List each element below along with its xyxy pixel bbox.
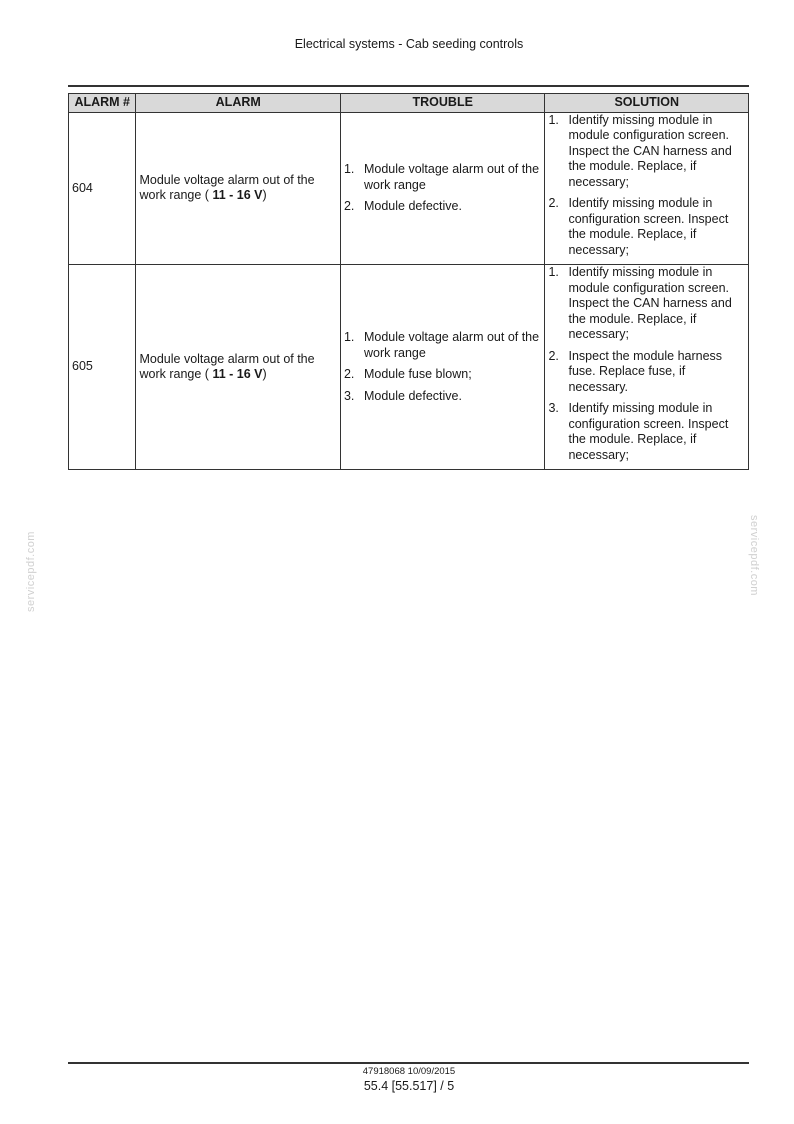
alarm-number-cell [69, 112, 136, 265]
item-text: Module voltage alarm out of the work range [363, 162, 540, 192]
list-item [548, 265, 745, 343]
item-text: Inspect the module harness fuse. Replace fuse, if necessary. [568, 348, 723, 394]
solution-cell [545, 265, 749, 470]
alarm-number: 605 [72, 359, 93, 374]
list-item [344, 367, 542, 383]
trouble-cell [340, 112, 545, 265]
solution-cell [545, 112, 749, 265]
trouble-list [344, 162, 542, 215]
watermark-left: servicepdf.com [25, 531, 37, 612]
watermark-right: servicepdf.com [748, 515, 760, 596]
trouble-cell [340, 265, 545, 470]
alarm-description: Module voltage alarm out of the work range ( [139, 172, 315, 203]
item-number: 2. [548, 196, 559, 210]
column-header-solution: SOLUTION [545, 94, 749, 113]
solution-list [548, 265, 745, 463]
solution-list [548, 113, 745, 259]
header-divider [68, 85, 749, 87]
alarm-description-cell [136, 265, 341, 470]
item-number: 2. [548, 348, 559, 363]
item-text: Module defective. [363, 199, 462, 213]
alarm-number-cell [69, 265, 136, 470]
table-header-row [69, 94, 749, 113]
footer-divider [68, 1062, 749, 1064]
item-number: 1. [343, 330, 355, 344]
list-item [344, 162, 542, 193]
list-item [548, 401, 745, 463]
list-item [548, 196, 745, 258]
page-title: Electrical systems - Cab seeding controls [294, 37, 524, 51]
alarm-description-close: ) [262, 188, 267, 203]
trouble-list [344, 330, 542, 404]
alarm-description-close: ) [262, 367, 267, 381]
table-row [69, 112, 749, 265]
item-number: 2. [343, 199, 355, 213]
item-number: 2. [343, 367, 355, 381]
item-number: 1. [343, 162, 355, 176]
voltage-range: 11 - 16 V [212, 367, 263, 381]
item-number: 1. [548, 265, 559, 279]
list-item [548, 349, 745, 396]
alarm-table [68, 93, 749, 470]
item-number: 1. [548, 112, 559, 127]
item-text: Identify missing module in configuration screen. Inspect the module. Replace, if necessary; [568, 196, 729, 257]
voltage-range: 11 - 16 V [212, 188, 263, 203]
alarm-number: 604 [72, 180, 93, 195]
column-header-alarm-number: ALARM # [69, 94, 136, 113]
item-number: 3. [343, 388, 355, 403]
column-header-trouble: TROUBLE [340, 94, 545, 113]
item-text: Identify missing module in configuration screen. Inspect the module. Replace, if necessary; [568, 401, 729, 462]
item-text: Module fuse blown; [363, 367, 472, 381]
table-row [69, 265, 749, 470]
item-text: Identify missing module in module configuration screen. Inspect the CAN harness and the module. Replace, if necessary; [568, 112, 732, 189]
list-item [344, 330, 542, 361]
list-item [548, 113, 745, 191]
list-item [344, 199, 542, 215]
item-text: Module voltage alarm out of the work range [363, 330, 540, 360]
item-number: 3. [548, 401, 559, 415]
page-number: 55.4 [55.517] / 5 [363, 1079, 455, 1093]
column-header-alarm: ALARM [136, 94, 341, 113]
alarm-description: Module voltage alarm out of the work range ( [139, 351, 315, 381]
list-item [344, 389, 542, 405]
item-text: Module defective. [363, 388, 462, 403]
item-text: Identify missing module in module configuration screen. Inspect the CAN harness and the module. Replace, if necessary; [568, 265, 732, 341]
alarm-description-cell [136, 112, 341, 265]
document-id: 47918068 10/09/2015 [362, 1066, 456, 1077]
